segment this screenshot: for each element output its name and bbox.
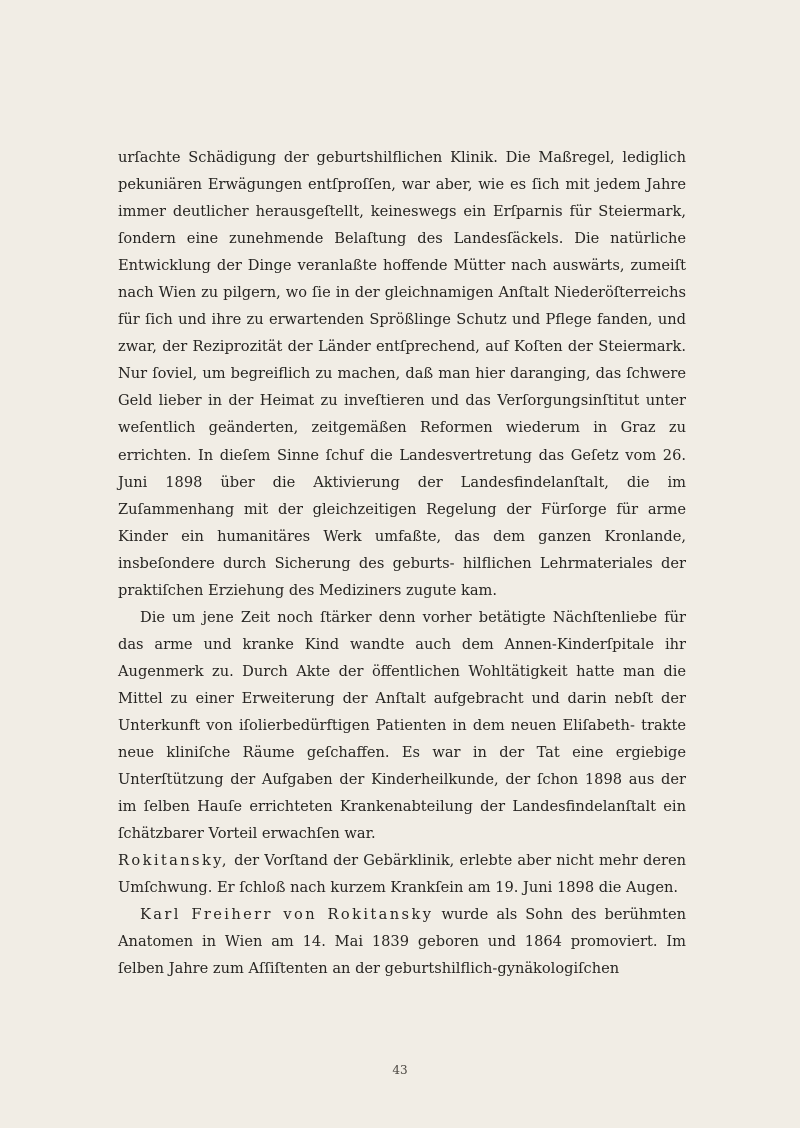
paragraph-2 — [118, 604, 686, 847]
paragraph-4-text: wurde als Sohn des berühmten Anatomen in Wien am 14. Mai 1839 geboren und 1864 promoviert. Im ſelben Jahre zum Aſſiſtenten an der geburtshilflich‑gynäkologiſchen — [118, 906, 687, 978]
body-text — [118, 144, 686, 982]
paragraph-1 — [118, 144, 686, 604]
paragraph-4 — [118, 901, 686, 982]
paragraph-3 — [118, 847, 686, 901]
paragraph-3-text: der Vorſtand der Gebärklinik, erlebte aber nicht mehr deren Umſchwung. Er ſchloß nach kurzem Krankſein am 19. Juni 1898 die Augen. — [118, 852, 686, 897]
paragraph-2-text: Die um jene Zeit noch ſtärker denn vorher betätigte Nächſtenliebe für das arme und kranke Kind wandte auch dem Annen‑Kinderſpitale ihr Augenmerk zu. Durch Akte der öffentlichen Wohltätigkeit hatte man die Mittel zu einer Erweiterung der Anſtalt aufgebracht und darin nebſt der Unterkunft von iſolierbedürftigen Patienten in dem neuen Eliſabeth‑ trakte neue kliniſche Räume geſchaffen. Es war in der Tat eine ergiebige Unterſtützung der Aufgaben der Kinderheilkunde, der ſchon 1898 aus der im ſelben Hauſe errichteten Krankenabteilung der Landesfindelanſtalt ein ſchätzbarer Vorteil erwachſen war. — [118, 608, 686, 843]
name-rokitansky: Rokitansky, — [118, 852, 229, 870]
name-karl-rokitansky: Karl Freiherr von Rokitansky — [140, 906, 434, 924]
paragraph-1-text: urſachte Schädigung der geburtshilflichen Klinik. Die Maßregel, lediglich pekuniären Erwägungen entſproſſen, war aber, wie es ſich mit jedem Jahre immer deutlicher herausgeſtellt, keineswegs ein Erſparnis für Steiermark, ſondern eine zunehmende Belaſtung des Landesſäckels. Die natürliche Entwicklung der Dinge veranlaßte hoffende Mütter nach auswärts, zumeiſt nach Wien zu pilgern, wo ſie in der gleichnamigen Anſtalt Niederöſterreichs für ſich und ihre zu erwartenden Sprößlinge Schutz und Pflege fanden, und zwar, der Reziprozität der Länder entſprechend, auf Koſten der Steiermark. Nur ſoviel, um begreiflich zu machen, daß man hier daranging, das ſchwere Geld lieber in der Heimat zu inveſtieren und das Verſorgungsinſtitut unter weſentlich geänderten, zeitgemäßen Reformen wiederum in Graz zu errichten. In dieſem Sinne ſchuf die Landesvertretung das Geſetz vom 26. Juni 1898 über die Aktivierung der Landesfindelanſtalt, die im Zuſammenhang mit der gleichzeitigen Regelung der Fürſorge für arme Kinder ein humanitäres Werk umfaßte, das dem ganzen Kronlande, insbeſondere durch Sicherung des geburts‑ hilflichen Lehrmateriales der praktiſchen Erziehung des Mediziners zugute kam. — [118, 149, 686, 599]
page-number: 43 — [392, 1063, 408, 1077]
